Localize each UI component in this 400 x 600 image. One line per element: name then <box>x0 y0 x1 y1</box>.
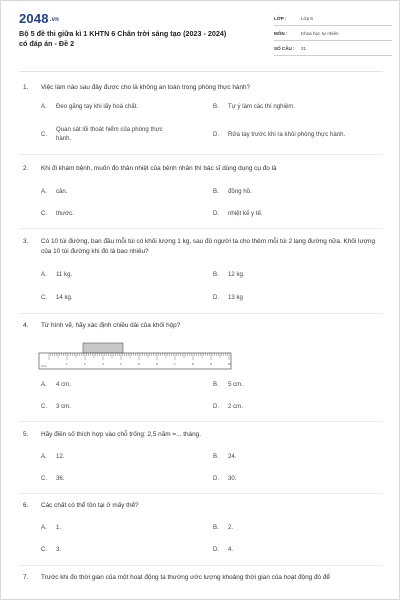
option-text: 12 kg. <box>228 271 245 278</box>
meta-row-subject <box>274 26 392 41</box>
ruler-number: 3 <box>102 362 104 366</box>
option-letter: D. <box>213 131 220 138</box>
ruler-body <box>39 353 231 369</box>
question-number: 1. <box>23 84 29 91</box>
option-text: 3. <box>56 546 62 553</box>
option-text: 3 cm. <box>56 403 71 410</box>
ruler-unit-label: 0 cm <box>41 365 47 368</box>
option-letter: D. <box>213 546 220 553</box>
option-text: 30. <box>228 475 237 482</box>
ruler-number: 6 <box>156 362 158 366</box>
option-letter: C. <box>41 294 48 301</box>
ruler-number: 2 <box>84 362 86 366</box>
ruler-number: 5 <box>138 362 140 366</box>
ruler-number: 9 <box>210 362 212 366</box>
meta-key: LỚP : <box>274 15 287 21</box>
option-text: thước. <box>56 210 74 217</box>
option-letter: A. <box>41 271 47 278</box>
option-letter: B. <box>213 271 219 278</box>
meta-row-class <box>274 11 392 26</box>
question-separator <box>19 228 383 229</box>
meta-value: Khoa học tự nhiên <box>301 30 339 36</box>
option-letter: A. <box>41 381 47 388</box>
meta-key: MÔN : <box>274 30 288 36</box>
question-separator <box>19 154 383 155</box>
meta-key: SỐ CÂU : <box>274 45 295 51</box>
option-letter: A. <box>41 188 47 195</box>
option-text: 12. <box>56 453 65 460</box>
question-number: 7. <box>23 574 29 581</box>
ruler-number: 8 <box>192 362 194 366</box>
option-letter: A. <box>41 453 47 460</box>
meta-row-count <box>274 41 392 56</box>
ruler-number: 7 <box>174 362 176 366</box>
option-letter: B. <box>213 381 219 388</box>
question-number: 3. <box>23 238 29 245</box>
option-text: 5 cm. <box>228 381 243 388</box>
option-letter: C. <box>41 546 48 553</box>
option-letter: C. <box>41 210 48 217</box>
option-text: Quan sát lối thoát hiểm của phòng thực hành. <box>56 126 163 143</box>
document-header <box>19 11 387 63</box>
question-separator <box>19 493 383 494</box>
option-letter: D. <box>213 210 220 217</box>
question-text: Khi đi khám bệnh, muốn đo thân nhiệt của bệnh nhân thì bác sĩ dùng dụng cụ đo là <box>41 165 277 172</box>
header-divider <box>19 71 383 72</box>
option-text: 2. <box>228 524 234 531</box>
ruler-number: 1 <box>66 362 68 366</box>
option-text: Rửa tay trước khi ra khỏi phòng thực hành. <box>228 131 346 138</box>
option-letter: B. <box>213 453 219 460</box>
question-text: Các chất có thể tồn tại ở mấy thể? <box>41 502 139 509</box>
question-separator <box>19 313 383 314</box>
option-letter: B. <box>213 103 219 110</box>
option-text: 14 kg. <box>56 294 73 301</box>
question-separator <box>19 421 383 422</box>
option-letter: D. <box>213 403 220 410</box>
question-text: Có 10 túi đường, ban đầu mỗi túi có khối lượng 1 kg, sau đó người ta cho thêm mỗi túi 2 lạng đường nữa. Khối lượng của 10 túi đường khi đó là bao nhiêu? <box>41 238 376 255</box>
logo-suffix: .vn <box>49 16 60 23</box>
question-text: Hãy điền số thích hợp vào chỗ trống: 2,5 năm =... tháng. <box>41 431 201 438</box>
meta-value: Lớp 6 <box>301 15 313 21</box>
question-number: 2. <box>23 165 29 172</box>
logo-main: 2048 <box>19 11 49 26</box>
option-text: Đeo găng tay khi lấy hoá chất. <box>56 103 138 110</box>
option-letter: D. <box>213 475 220 482</box>
ruler-figure <box>37 341 233 371</box>
option-text: nhiệt kế y tế. <box>228 210 263 217</box>
option-text: 24. <box>228 453 237 460</box>
option-letter: B. <box>213 524 219 531</box>
question-number: 4. <box>23 322 29 329</box>
ruler-number: 4 <box>120 362 122 366</box>
option-text: 4. <box>228 546 234 553</box>
option-letter: A. <box>41 524 47 531</box>
option-text: đồng hồ. <box>228 188 252 195</box>
option-letter: C. <box>41 403 48 410</box>
option-text: 4 cm. <box>56 381 71 388</box>
box-block <box>83 343 123 353</box>
question-separator <box>19 565 383 566</box>
option-text: Tự ý làm các thí nghiệm. <box>228 103 296 110</box>
option-text: 2 cm. <box>228 403 243 410</box>
question-number: 6. <box>23 502 29 509</box>
option-letter: D. <box>213 294 220 301</box>
question-number: 5. <box>23 431 29 438</box>
option-letter: B. <box>213 188 219 195</box>
option-letter: C. <box>41 475 48 482</box>
meta-table <box>274 11 392 56</box>
option-letter: A. <box>41 103 47 110</box>
document-title: Bộ 5 đề thi giữa kì 1 KHTN 6 Chân trời sáng tạo (2023 - 2024) có đáp án - Đề 2 <box>19 29 227 48</box>
option-text: cân. <box>56 188 68 195</box>
option-text: 13 kg <box>228 294 243 301</box>
ruler-number: 10 <box>228 362 232 366</box>
option-text: 11 kg. <box>56 271 73 278</box>
option-text: 36. <box>56 475 65 482</box>
option-letter: C. <box>41 131 48 138</box>
question-text: Việc làm nào sau đây được cho là không an toàn trong phòng thực hành? <box>41 84 251 91</box>
option-text: 1. <box>56 524 62 531</box>
question-text: Từ hình vẽ, hãy xác định chiều dài của khối hộp? <box>41 322 181 329</box>
site-logo[interactable] <box>19 11 59 26</box>
question-text: Trước khi đo thời gian của một hoạt động ta thường ước lượng khoảng thời gian của hoạt động đó để <box>41 574 330 581</box>
meta-value: 21 <box>301 45 307 51</box>
